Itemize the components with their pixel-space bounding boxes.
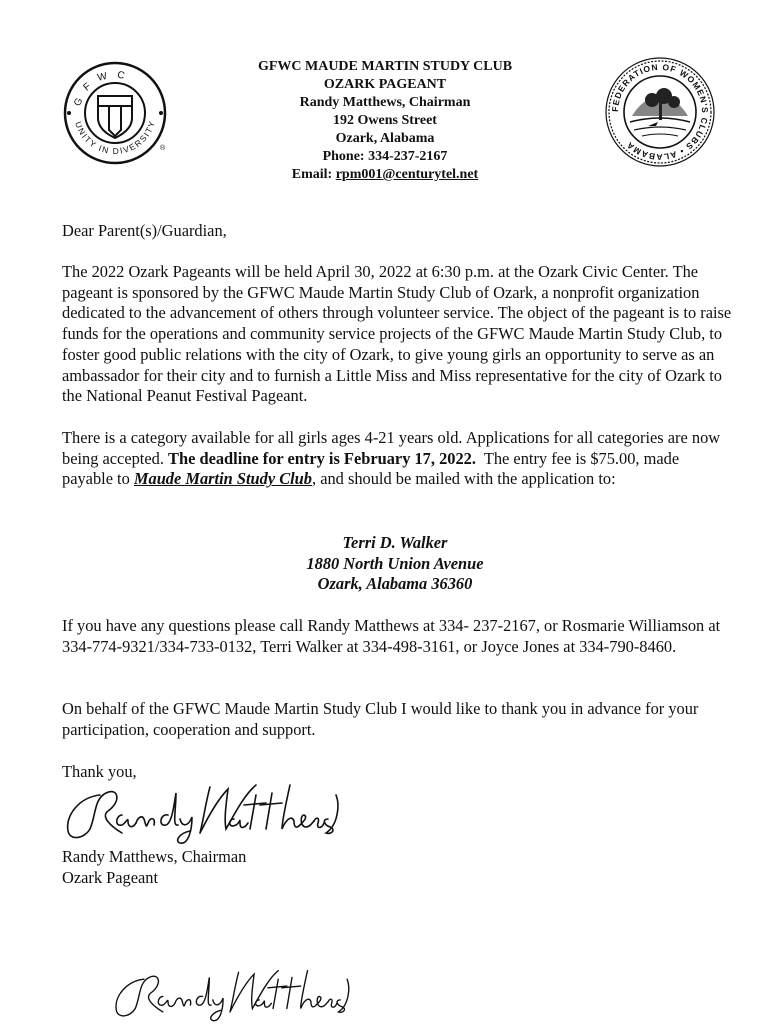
entry-text-a: There is a category available for all girls ages 4-21 years old. Applications for all categories are now being accepted. — [62, 428, 721, 468]
federation-seal-icon — [604, 56, 716, 168]
logo-motto: UNITY IN DIVERSITY — [73, 118, 158, 157]
mailing-address — [0, 533, 770, 595]
logo-letters: GFWC — [72, 69, 135, 108]
phone-line: Phone: 334-237-2167 — [322, 149, 448, 164]
signature-image-second — [95, 962, 365, 1024]
email-line — [0, 166, 770, 184]
deadline-text: The deadline for entry is February 17, 2022. — [168, 448, 476, 468]
paragraph-entry — [62, 428, 732, 490]
signoff — [62, 847, 732, 888]
address-city: Ozark, Alabama 36360 — [317, 574, 473, 594]
greeting-text: Dear Parent(s)/Guardian, — [62, 221, 227, 240]
pageant-name: OZARK PAGEANT — [323, 77, 447, 92]
club-name: GFWC MAUDE MARTIN STUDY CLUB — [257, 59, 513, 74]
signer-title: Ozark Pageant — [62, 867, 159, 887]
email-link[interactable]: rpm001@centurytel.net — [335, 167, 479, 182]
address-street: 1880 North Union Avenue — [306, 553, 484, 573]
payee-name: Maude Martin Study Club — [133, 469, 312, 489]
closing-text: Thank you, — [62, 762, 137, 781]
entry-text-b: The entry fee is $75.00, made payable to — [62, 448, 684, 489]
city-line: Ozark, Alabama — [335, 131, 435, 146]
paragraph-event — [62, 262, 732, 407]
seal-text: FEDERATION OF WOMEN'S CLUBS • ALABAMA — [609, 61, 711, 163]
paragraph-thanks — [62, 699, 732, 740]
paragraph-thanks-text: On behalf of the GFWC Maude Martin Study Club I would like to thank you in advance for your participation, cooperation and support. — [62, 699, 699, 739]
entry-text-c: , and should be mailed with the application to: — [312, 469, 616, 489]
registered-mark: ® — [160, 145, 166, 152]
signer-name: Randy Matthews, Chairman — [62, 847, 247, 866]
signature-image — [60, 775, 340, 847]
address-name: Terri D. Walker — [342, 533, 448, 552]
paragraph-contacts — [62, 616, 732, 657]
chairman-line: Randy Matthews, Chairman — [299, 95, 471, 110]
paragraph-event-text: The 2022 Ozark Pageants will be held April 30, 2022 at 6:30 p.m. at the Ozark Civic Center. The pageant is sponsored by the GFWC Maude Martin Study Club of Ozark, a nonprofit organization dedicated to the advancement of others through volunteer service. The object of the pageant is to raise funds for the operations and community service projects of the GFWC Maude Martin Study Club, to foster good public relations with the city of Ozark, to give young girls an opportunity to serve as an ambassador for their city and to furnish a Little Miss and Miss representative for the city of Ozark to the National Peanut Festival Pageant. — [62, 262, 732, 406]
street-line: 192 Owens Street — [333, 113, 437, 128]
greeting — [62, 221, 732, 242]
paragraph-entry-text — [62, 428, 732, 490]
email-label: Email: — [291, 167, 336, 182]
paragraph-contacts-text: If you have any questions please call Randy Matthews at 334- 237-2167, or Rosmarie Williamson at 334-774-9321/334-733-0132, Terri Walker at 334-498-3161, or Joyce Jones at 334-790-8460. — [62, 616, 721, 656]
